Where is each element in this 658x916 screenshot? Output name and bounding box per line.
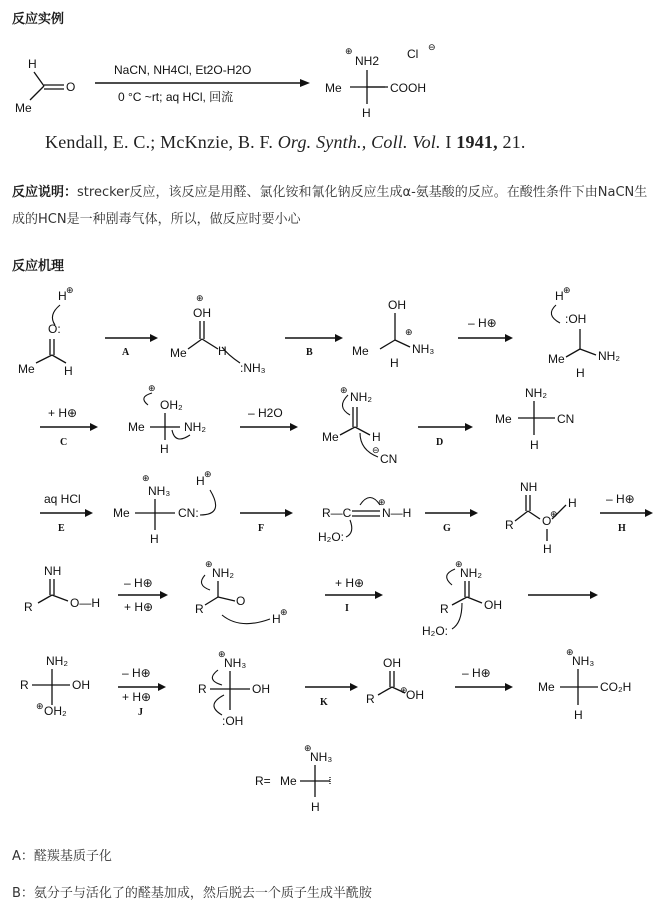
step-label: G (443, 523, 451, 534)
reactant-h-label: H (28, 57, 37, 71)
svg-text:CN:: CN: (178, 506, 199, 520)
svg-text:CN: CN (557, 412, 575, 426)
svg-text:H: H (218, 344, 227, 358)
svg-text:NH: NH (44, 564, 62, 578)
svg-text:R: R (198, 682, 207, 696)
svg-text:O: O (542, 514, 552, 528)
svg-text:H: H (390, 356, 399, 370)
svg-text:OH: OH (383, 656, 401, 670)
step-label: H (618, 523, 626, 534)
explain-label: 反应说明： (12, 185, 78, 200)
step-label: B (306, 347, 313, 358)
svg-text:H: H (555, 289, 564, 303)
mechanism-label: – H⊕ (122, 666, 151, 680)
svg-text:O: O (236, 594, 246, 608)
bond-h-c (34, 72, 44, 86)
ref-year: 1941, (456, 132, 498, 152)
svg-text:R: R (505, 518, 514, 532)
note-step-b: B：氨分子与活化了的醛基加成，然后脱去一个质子生成半酰胺 (12, 886, 372, 901)
svg-text:R: R (20, 678, 29, 692)
minus-charge-symbol: ⊖ (428, 42, 436, 52)
step-label: J (138, 707, 143, 718)
svg-text:N—H: N—H (382, 506, 412, 520)
svg-text:⊕: ⊕ (405, 327, 413, 337)
svg-text:OH: OH (193, 306, 211, 320)
mechanism-label: – H⊕ (606, 492, 635, 506)
mechanism-label: + H⊕ (335, 576, 365, 590)
mechanism-label: aq HCl (44, 492, 81, 506)
svg-text:NH₃: NH₃ (412, 342, 435, 356)
step-label: A (122, 347, 130, 358)
product-me-label: Me (325, 81, 342, 95)
svg-text:Me: Me (352, 344, 369, 358)
reagents-top-label: NaCN, NH4Cl, Et2O-H2O (114, 63, 252, 77)
svg-text:Me: Me (280, 774, 297, 788)
svg-text:OH: OH (484, 598, 502, 612)
ref-authors: Kendall, E. C.; McKnzie, B. F. (45, 132, 274, 152)
mechanism-label: + H⊕ (48, 406, 78, 420)
svg-text:⊕: ⊕ (304, 743, 312, 753)
step-label: D (436, 437, 444, 448)
mechanism-label: + H⊕ (122, 690, 152, 704)
svg-text:⊕: ⊕ (66, 285, 74, 295)
svg-text:⊕: ⊕ (378, 497, 386, 507)
svg-text:H: H (160, 442, 169, 456)
ref-volume: I (445, 132, 452, 152)
svg-text:Me: Me (322, 430, 339, 444)
r-definition (255, 743, 332, 814)
svg-text:⊕: ⊕ (280, 607, 288, 617)
mechanism-label: + H⊕ (124, 600, 154, 614)
svg-text:CN: CN (380, 452, 398, 466)
mech-row-4 (24, 559, 598, 638)
mechanism-label: – H⊕ (468, 316, 497, 330)
svg-text:NH₂: NH₂ (350, 390, 372, 404)
product-cl-label: Cl (407, 47, 419, 61)
svg-text:H: H (311, 800, 320, 814)
ref-journal: Org. Synth., (277, 132, 367, 152)
product-nh2-label: NH2 (355, 54, 380, 68)
svg-text::OH: :OH (565, 312, 587, 326)
svg-text:NH₂: NH₂ (460, 566, 482, 580)
product-h-label: H (362, 106, 371, 120)
reactant-o-label: O (66, 80, 76, 94)
svg-text:H: H (58, 289, 67, 303)
svg-text:NH: NH (520, 480, 538, 494)
svg-text:NH₂: NH₂ (598, 349, 620, 363)
svg-text:R—C: R—C (322, 506, 352, 520)
svg-text:H: H (196, 474, 205, 488)
mechanism-diagram (0, 285, 658, 815)
svg-text::NH₃: :NH₃ (240, 361, 266, 375)
svg-text:H: H (568, 496, 577, 510)
product-cooh-label: COOH (390, 81, 426, 95)
mech-row-5 (20, 647, 631, 728)
step-label: E (58, 523, 65, 534)
svg-text:⊕: ⊕ (340, 385, 348, 395)
svg-text:Me: Me (170, 346, 187, 360)
mechanism-label: – H2O (248, 406, 283, 420)
svg-text:NH₂: NH₂ (184, 420, 206, 434)
step-label: F (258, 523, 265, 534)
svg-text:⊕: ⊕ (196, 293, 204, 303)
section-title-mechanism: 反应机理 (12, 259, 65, 274)
reaction-arrow-head (300, 79, 310, 87)
svg-text:NH₂: NH₂ (525, 386, 547, 400)
svg-text:NH₃: NH₃ (572, 654, 595, 668)
svg-text:⊕: ⊕ (550, 509, 558, 519)
svg-text:H: H (272, 612, 281, 626)
ref-page: 21. (502, 132, 526, 152)
mech-row-3 (40, 469, 653, 556)
svg-text:R: R (24, 600, 33, 614)
svg-text:⊕: ⊕ (566, 647, 574, 657)
explain-text: strecker反应，该反应是用醛、氯化铵和氰化钠反应生成α-氨基酸的反应。在酸性条件下由NaCN生成的HCN是一种剧毒气体，所以，做反应时要小心 (12, 185, 648, 227)
bond-c-me (30, 86, 44, 100)
svg-text:OH: OH (388, 298, 406, 312)
svg-text:CO₂H: CO₂H (600, 680, 632, 694)
svg-text:H: H (543, 542, 552, 556)
svg-text:H: H (574, 708, 583, 722)
svg-text:NH₃: NH₃ (310, 750, 333, 764)
svg-text:NH₂: NH₂ (212, 566, 234, 580)
step-label: C (60, 437, 68, 448)
svg-text:H: H (576, 366, 585, 380)
svg-text:R: R (440, 602, 449, 616)
svg-text:H: H (64, 364, 73, 378)
svg-text:NH₂: NH₂ (46, 654, 68, 668)
mech-row-2 (40, 383, 574, 466)
svg-text:H₂O:: H₂O: (318, 530, 344, 544)
step-label: I (345, 603, 349, 614)
mech-row-1 (18, 285, 620, 380)
svg-text:⊖: ⊖ (372, 445, 380, 455)
ref-series: Coll. Vol. (371, 132, 441, 152)
svg-text:OH: OH (72, 678, 90, 692)
mechanism-label: R= (255, 774, 271, 788)
reaction-explanation (12, 179, 652, 233)
svg-text:⊕: ⊕ (205, 559, 213, 569)
note-step-a: A：醛羰基质子化 (12, 849, 112, 864)
svg-text:Me: Me (548, 352, 565, 366)
svg-text:OH₂: OH₂ (44, 704, 67, 718)
svg-text:⊕: ⊕ (36, 701, 44, 711)
mechanism-label: – H⊕ (462, 666, 491, 680)
svg-text:H: H (150, 532, 159, 546)
svg-text:OH: OH (406, 688, 424, 702)
svg-text:Me: Me (538, 680, 555, 694)
svg-text:H₂O:: H₂O: (422, 624, 448, 638)
svg-text:Me: Me (18, 362, 35, 376)
plus-charge-symbol: ⊕ (345, 46, 353, 56)
svg-text:NH₃: NH₃ (148, 484, 171, 498)
svg-text:⊕: ⊕ (204, 469, 212, 479)
svg-text:⊕: ⊕ (142, 473, 150, 483)
svg-text:R: R (366, 692, 375, 706)
svg-text:Me: Me (128, 420, 145, 434)
svg-text:Me: Me (113, 506, 130, 520)
svg-text:OH: OH (252, 682, 270, 696)
section-title-example: 反应实例 (12, 12, 65, 27)
svg-text:⊕: ⊕ (400, 685, 408, 695)
svg-text:OH₂: OH₂ (160, 398, 183, 412)
step-label: K (320, 697, 328, 708)
svg-text:⊕: ⊕ (218, 649, 226, 659)
svg-text:NH₃: NH₃ (224, 656, 247, 670)
svg-text:O:: O: (48, 322, 61, 336)
svg-text:⊕: ⊕ (563, 285, 571, 295)
svg-text:⊕: ⊕ (148, 383, 156, 393)
svg-text:⊕: ⊕ (455, 559, 463, 569)
svg-text:H: H (372, 430, 381, 444)
svg-text:H: H (530, 438, 539, 452)
svg-text::OH: :OH (222, 714, 244, 728)
literature-reference (45, 132, 526, 153)
reactant-me-label: Me (15, 101, 32, 115)
reagents-bottom-label: 0 °C ~rt; aq HCl, 回流 (118, 90, 234, 104)
svg-text:Me: Me (495, 412, 512, 426)
mechanism-label: – H⊕ (124, 576, 153, 590)
svg-text:R: R (195, 602, 204, 616)
svg-text:O—H: O—H (70, 596, 100, 610)
